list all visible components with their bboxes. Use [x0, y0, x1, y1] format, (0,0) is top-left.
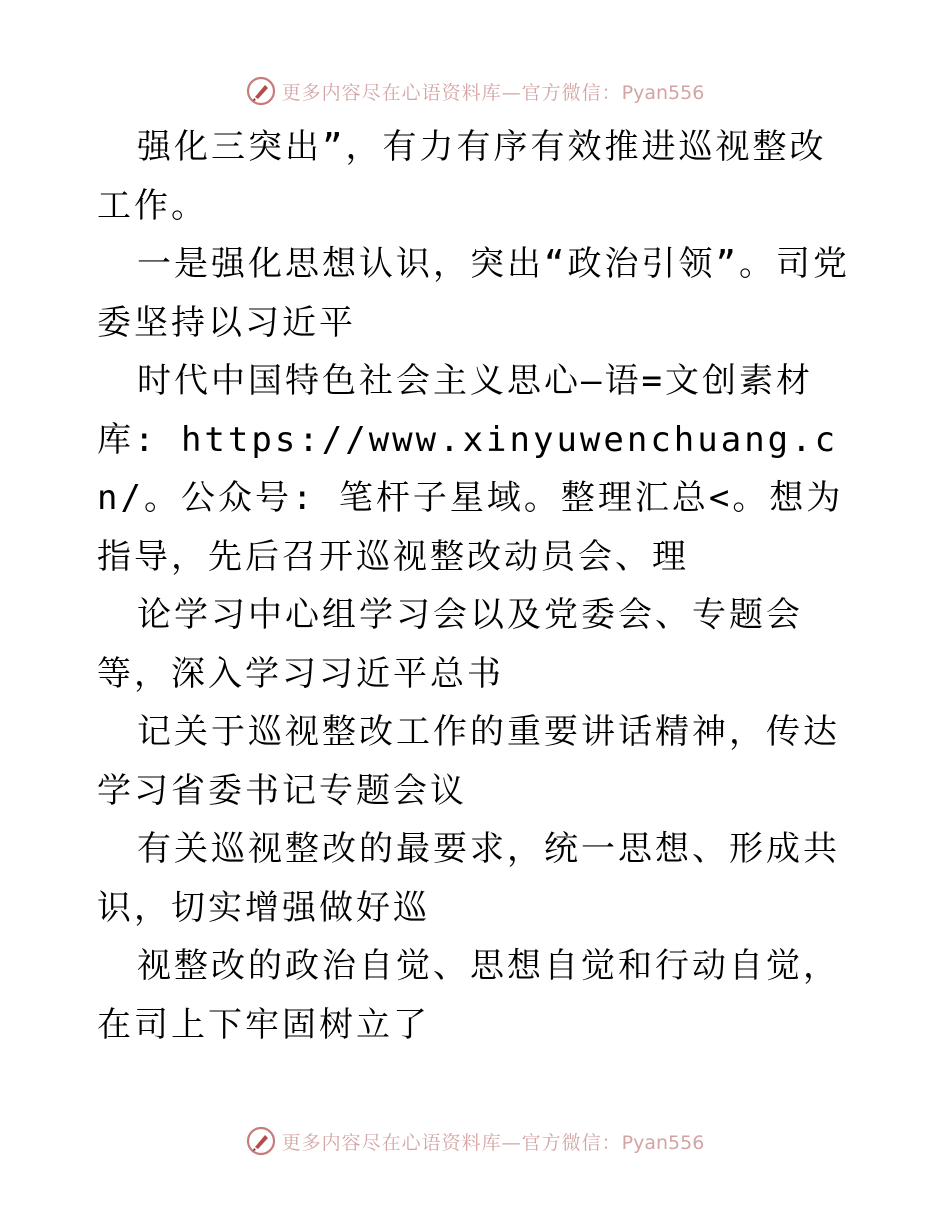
paragraph: 强化三突出”，有力有序有效推进巡视整改工作。: [97, 127, 827, 226]
footer-watermark: [0, 1121, 950, 1161]
paragraph: 记关于巡视整改工作的重要讲话精神，传达学习省委书记专题会议: [97, 712, 840, 811]
pen-nib-icon: [246, 1126, 276, 1156]
watermark-text: 更多内容尽在心语资料库—官方微信：Pyan556: [281, 1131, 705, 1154]
watermark-text: 更多内容尽在心语资料库—官方微信：Pyan556: [281, 81, 705, 104]
paragraph: 论学习中心组学习会以及党委会、专题会等，深入学习习近平总书: [97, 595, 803, 694]
paragraph: 视整改的政治自觉、思想自觉和行动自觉，在司上下牢固树立了: [97, 946, 840, 1045]
paragraph: 时代中国特色社会主义思心—语=文创素材库: https://www.xinyuwenchuang.cn/。公众号: 笔杆子星域。整理汇总<。想为指导，先后召开巡视整改动员会、理: [97, 361, 844, 577]
document-body: [97, 118, 857, 1054]
paragraph: 一是强化思想认识，突出“政治引领”。司党委坚持以习近平: [97, 244, 850, 343]
paragraph: 有关巡视整改的最要求，统一思想、形成共识，切实增强做好巡: [97, 829, 840, 928]
header-watermark: [0, 71, 950, 111]
pen-nib-icon: [246, 76, 276, 106]
